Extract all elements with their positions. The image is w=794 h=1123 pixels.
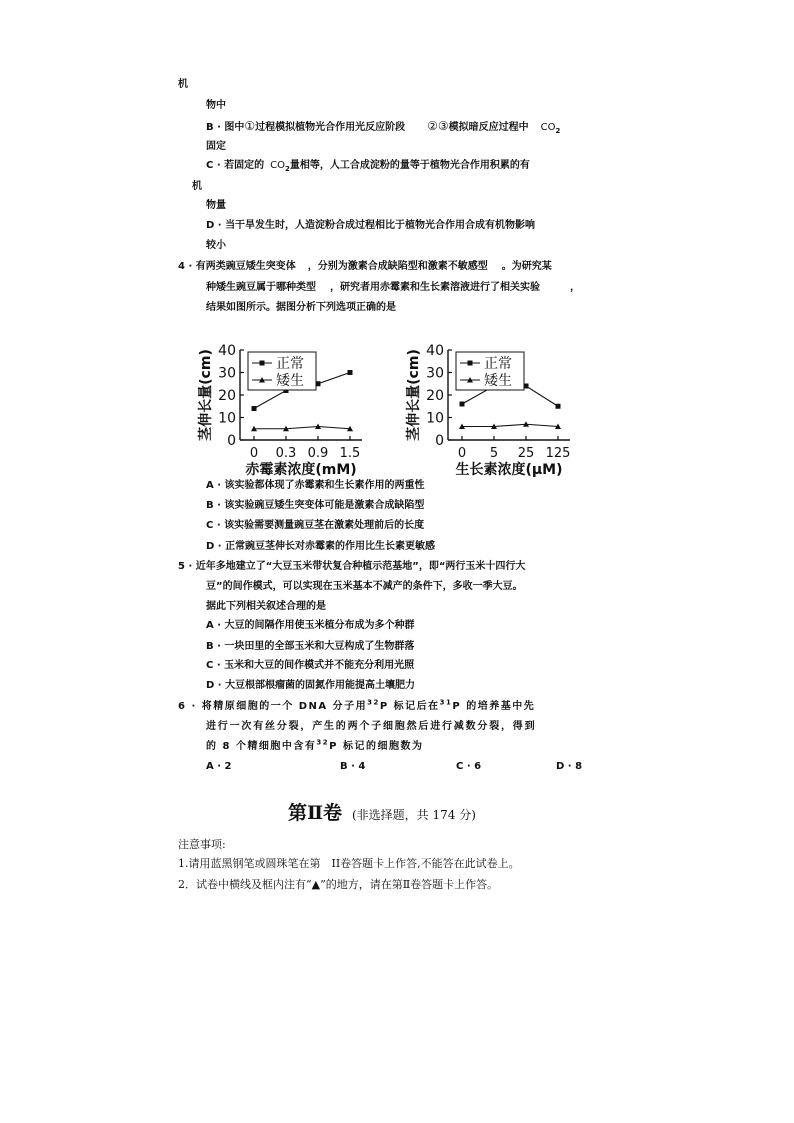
legend-marker xyxy=(260,361,265,366)
q5-option-a: A · 大豆的间隔作用使玉米植分布成为多个种群 xyxy=(206,620,415,631)
y-tick-label: 10 xyxy=(426,410,444,427)
q5-option-d: D · 大豆根部根瘤菌的固氮作用能提高土壤肥力 xyxy=(206,680,416,691)
y-tick-label: 40 xyxy=(426,343,444,359)
text-line: 较小 xyxy=(206,240,226,251)
text-line: 机 xyxy=(192,181,202,192)
q4-option-c: C · 该实验需要测量豌豆茎在激素处理前后的长度 xyxy=(206,520,425,531)
y-tick-label: 30 xyxy=(218,365,236,382)
notice-item-1: 1.请用蓝黑钢笔或圆珠笔在第 II卷答题卡上作答,不能答在此试卷上。 xyxy=(178,857,520,870)
q4-option-d: D · 正常豌豆茎伸长对赤霉素的作用比生长素更敏感 xyxy=(206,541,436,552)
question-5-line1: 5 · 近年多地建立了“大豆玉米带状复合种植示范基地”，即“两行玉米十四行大 xyxy=(178,561,526,572)
legend-marker xyxy=(468,361,473,366)
y-tick-label: 40 xyxy=(218,343,236,359)
question-5-line3: 据此下列相关叙述合理的是 xyxy=(206,601,326,612)
part-title: 第Ⅱ卷 xyxy=(288,802,343,824)
data-point-normal xyxy=(348,370,353,375)
x-tick-label: 1.5 xyxy=(339,446,361,461)
question-5-line2: 豆”的间作模式，可以实现在玉米基本不减产的条件下，多收一季大豆。 xyxy=(206,581,523,592)
data-point-normal xyxy=(556,404,561,409)
data-point-normal xyxy=(460,402,465,407)
chart-gibberellin xyxy=(200,336,380,476)
text-line: 机 xyxy=(178,79,188,90)
y-tick-label: 0 xyxy=(435,433,444,449)
legend-label: 正常 xyxy=(484,356,512,372)
option-b-prev: B · 图中①过程模拟植物光合作用光反应阶段 ②③模拟暗反应过程中 $CO_2$ xyxy=(206,119,561,135)
x-tick-label: 5 xyxy=(489,446,499,461)
option-c-prev: C · 若固定的 $CO_2$量相等，人工合成淀粉的量等于植物光合作用积累的有 xyxy=(206,160,530,173)
x-axis-label: 赤霉素浓度(mM) xyxy=(245,462,357,478)
text-line: 物中 xyxy=(206,100,226,111)
question-4-line1: 4 · 有两类豌豆矮生突变体 ，分别为激素合成缺陷型和激素不敏感型 。为研究某 xyxy=(178,261,552,272)
y-tick-label: 20 xyxy=(218,388,236,404)
text-line: 固定 xyxy=(206,141,226,152)
y-axis-label: 茎伸长量(cm) xyxy=(406,349,422,441)
y-tick-label: 10 xyxy=(218,410,236,427)
question-6-line3: 的 8 个精细胞中含有$^{32}$P 标记的细胞数为 xyxy=(206,738,424,752)
question-4-line2: 种矮生豌豆属于哪种类型 ，研究者用赤霉素和生长素溶液进行了相关实验 ， xyxy=(206,282,580,293)
legend-label: 矮生 xyxy=(484,373,512,389)
x-tick-label: 0.9 xyxy=(307,446,329,461)
question-4-line3: 结果如图所示。据图分析下列选项正确的是 xyxy=(206,302,396,313)
y-tick-label: 30 xyxy=(426,365,444,382)
q4-option-b: B · 该实验豌豆矮生突变体可能是激素合成缺陷型 xyxy=(206,500,425,511)
notice-item-2: 2．试卷中横线及框内注有“▲”的地方，请在第Ⅱ卷答题卡上作答。 xyxy=(178,878,499,891)
notice-heading: 注意事项: xyxy=(178,838,226,851)
x-axis-label: 生长素浓度(μM) xyxy=(455,462,563,478)
text-line: 物量 xyxy=(206,200,226,211)
question-6-line1: 6 · 将精原细胞的一个 DNA 分子用$^{32}$P 标记后在$^{31}$P 的培养基中先 xyxy=(178,698,536,712)
option-d-prev: D · 当干旱发生时，人造淀粉合成过程相比于植物光合作用合成有机物影响 xyxy=(206,220,536,231)
q6-option-d: D · 8 xyxy=(556,761,583,772)
q6-option-b: B · 4 xyxy=(340,761,366,772)
q5-option-c: C · 玉米和大豆的间作模式并不能充分利用光照 xyxy=(206,660,415,671)
legend-label: 矮生 xyxy=(276,373,304,389)
x-tick-label: 0 xyxy=(457,446,467,461)
y-tick-label: 20 xyxy=(426,388,444,404)
y-tick-label: 0 xyxy=(227,433,236,449)
data-point-normal xyxy=(252,406,257,411)
q6-option-c: C · 6 xyxy=(456,761,482,772)
q4-option-a: A · 该实验都体现了赤霉素和生长素作用的两重性 xyxy=(206,480,425,491)
x-tick-label: 0.3 xyxy=(275,446,297,461)
part-subtitle: (非选择题，共 174 分) xyxy=(352,808,476,822)
series-line-dwarf xyxy=(254,427,350,429)
x-tick-label: 125 xyxy=(545,446,571,461)
y-axis-label: 茎伸长量(cm) xyxy=(198,349,214,441)
question-6-line2: 进行一次有丝分裂，产生的两个子细胞然后进行减数分裂，得到 xyxy=(206,721,537,732)
q5-option-b: B · 一块田里的全部玉米和大豆构成了生物群落 xyxy=(206,641,415,652)
x-tick-label: 25 xyxy=(517,446,535,461)
legend-label: 正常 xyxy=(276,356,304,372)
chart-auxin xyxy=(408,336,588,476)
x-tick-label: 0 xyxy=(249,446,259,461)
q6-option-a: A · 2 xyxy=(206,761,232,772)
series-line-dwarf xyxy=(462,424,558,426)
